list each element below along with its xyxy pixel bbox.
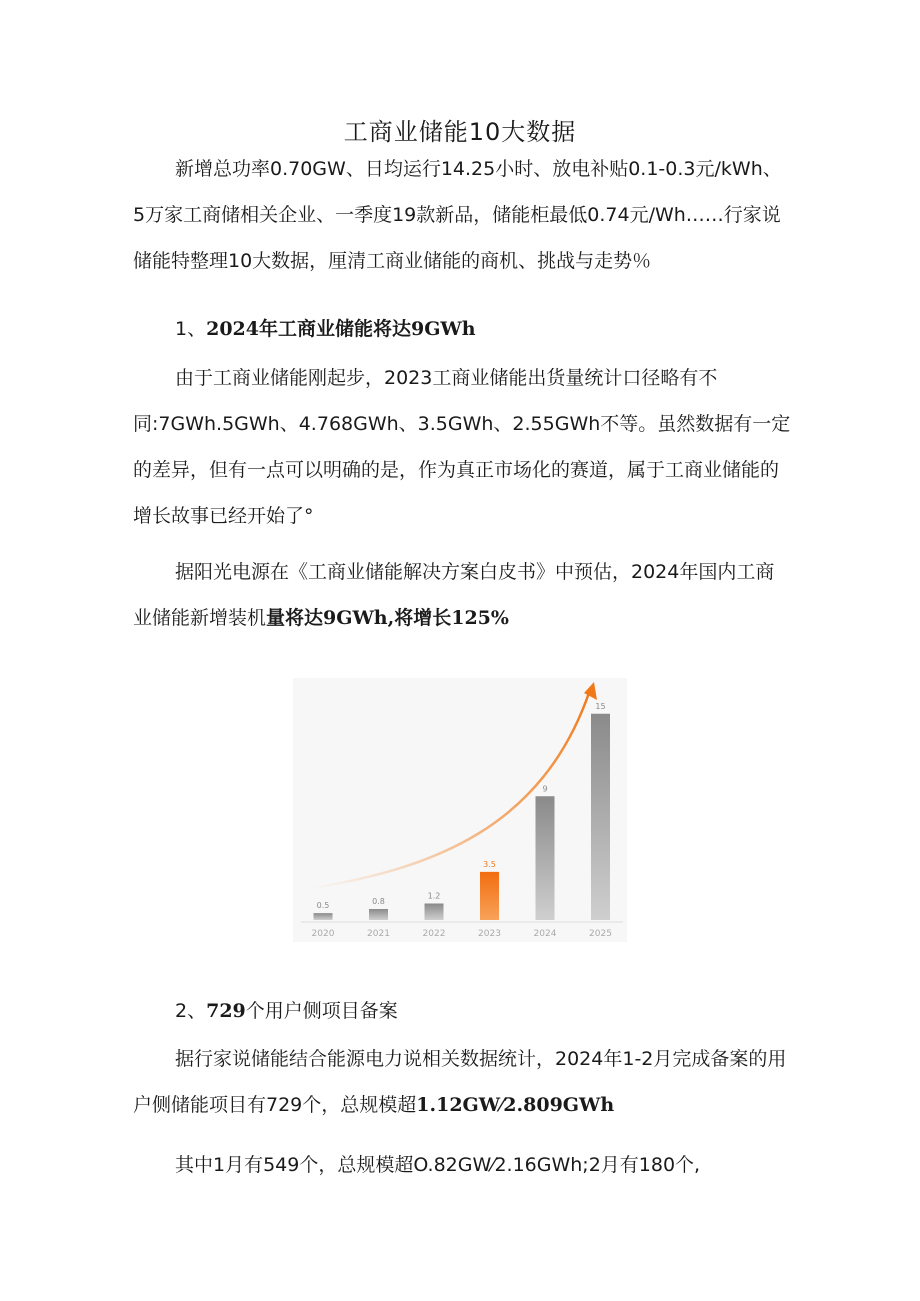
- value-label-2023: 3.5: [483, 859, 496, 869]
- doc-title: 工商业储能10大数据: [343, 118, 577, 146]
- value-label-2025: 15: [595, 701, 606, 711]
- bar-2025: [591, 714, 610, 920]
- section1-number: 1、: [175, 318, 207, 340]
- capacity-bar-chart: [293, 678, 627, 942]
- section1-p2-text: 据阳光电源在《工商业储能解决方案白皮书》中预估，2024年国内工商业储能新增装机: [133, 561, 775, 629]
- value-label-2024: 9: [542, 784, 548, 794]
- section1-p2-bold: 量将达9GWh,将增长125%: [266, 607, 509, 629]
- section2-p1-text: 据行家说储能结合能源电力说相关数据统计，2024年1-2月完成备案的用户侧储能项目有729个，总规模超: [133, 1048, 787, 1116]
- intro-text: 新增总功率0.70GW、日均运行14.25小时、放电补贴0.1-0.3元/kWh、5万家工商储相关企业、一季度19款新品，储能柜最低0.74元/Wh……行家说储能特整理10大数据，厘清工商业储能的商机、挑战与走势％: [133, 158, 782, 272]
- section2-heading: [175, 996, 398, 1026]
- section2-paragraph-2: [133, 1142, 793, 1188]
- section1-paragraph-1: [133, 355, 793, 539]
- intro-paragraph: [133, 146, 793, 284]
- section2-paragraph-1: [133, 1036, 793, 1128]
- section1-title: 2024年工商业储能将达9GWh: [206, 318, 476, 340]
- x-tick-2022: 2022: [422, 929, 446, 939]
- x-tick-2025: 2025: [589, 929, 612, 939]
- section1-p1-text: 由于工商业储能刚起步，2023工商业储能出货量统计口径略有不同:7GWh.5GWh、4.768GWh、3.5GWh、2.55GWh不等。虽然数据有一定的差异，但有一点可以明确的是，作为真正市场化的赛道，属于工商业储能的增长故事已经开始了°: [133, 367, 791, 527]
- chart-svg: [293, 678, 627, 942]
- bar-2020: [314, 913, 333, 920]
- section2-title: 个用户侧项目备案: [245, 1000, 398, 1022]
- section2-p2-text: 其中1月有549个，总规模超O.82GW⁄2.16GWh;2月有180个,: [175, 1154, 701, 1176]
- section1-heading: [175, 314, 476, 344]
- x-tick-2020: 2020: [311, 929, 335, 939]
- section2-count: 729: [206, 1000, 246, 1022]
- value-label-2020: 0.5: [316, 901, 330, 911]
- section1-paragraph-2: [133, 549, 793, 641]
- trend-arrow-head: [584, 682, 597, 700]
- section2-number: 2、: [175, 1000, 207, 1022]
- x-tick-2023: 2023: [478, 929, 501, 939]
- x-tick-2024: 2024: [533, 929, 557, 939]
- bar-2023: [480, 872, 499, 920]
- value-label-2021: 0.8: [372, 897, 385, 906]
- bar-2024: [536, 796, 555, 920]
- section2-p1-bold: 1.12GW⁄2.809GWh: [416, 1094, 615, 1116]
- value-label-2022: 1.2: [427, 891, 441, 901]
- bar-2022: [425, 904, 444, 921]
- bar-2021: [369, 909, 388, 920]
- x-tick-2021: 2021: [367, 929, 390, 939]
